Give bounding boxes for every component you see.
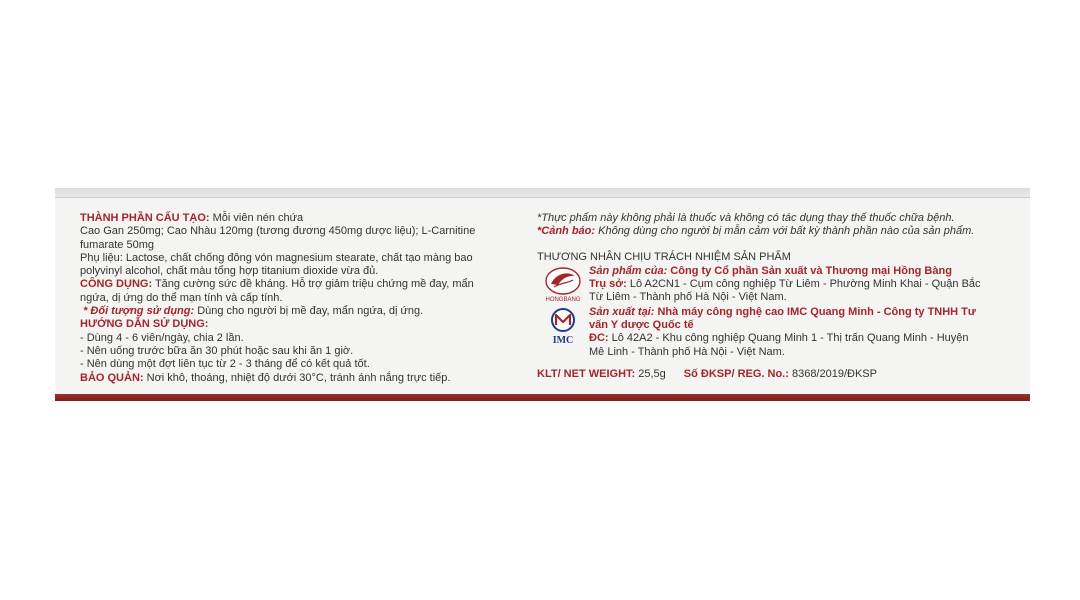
registration [684, 368, 877, 381]
directions-title: HƯỚNG DẪN SỬ DỤNG: [80, 318, 209, 331]
composition-intro: Mỗi viên nén chứa [209, 212, 304, 224]
product-owner-block [537, 265, 1012, 305]
storage-title: BẢO QUẢN: [80, 371, 144, 384]
uses-text-2: ngứa, dị ứng do thể mạn tính và cấp tính. [80, 291, 283, 304]
hq-label: Trụ sở: [589, 278, 627, 291]
hongbang-logo [537, 265, 589, 303]
net-weight-label: KLT/ NET WEIGHT: [537, 367, 636, 380]
direction-1: - Dùng 4 - 6 viên/ngày, chia 2 lần. [80, 331, 244, 344]
product-of-label: Sản phẩm của: [589, 264, 668, 277]
address-line [589, 332, 1012, 345]
direction-2: - Nên uống trước bữa ăn 30 phút hoặc sau khi ăn 1 giờ. [80, 344, 354, 357]
target-label: * Đối tượng sử dụng: [83, 305, 195, 318]
responsible-title: THƯƠNG NHÂN CHỊU TRÁCH NHIỆM SẢN PHẨM [537, 250, 791, 263]
left-column [80, 212, 510, 385]
made-at-text-2: vấn Y dược Quốc tế [589, 319, 694, 332]
composition-text-2: fumarate 50mg [80, 238, 154, 251]
composition-text-1: Cao Gan 250mg; Cao Nhàu 120mg (tương đương 450mg dược liệu); L-Carnitine [80, 225, 476, 238]
made-at-label: Sản xuất tại: [589, 305, 655, 318]
imc-logo [537, 306, 589, 346]
address-label: ĐC: [589, 332, 609, 345]
excipient-text-1: Phụ liệu: Lactose, chất chống đông vón magnesium stearate, chất tạo màng bao [80, 251, 473, 264]
uses-title: CÔNG DỤNG: [80, 278, 153, 291]
manufacturer-block [537, 306, 1012, 359]
weight-registration-line [537, 368, 1012, 381]
hq-line [589, 278, 1012, 291]
warning-line [537, 225, 1012, 238]
product-of-line [589, 265, 1012, 278]
made-at-text-1: Nhà máy công nghệ cao IMC Quang Minh - Công ty TNHH Tư [654, 305, 976, 318]
storage-text: Nơi khô, thoáng, nhiệt độ dưới 30°C, tránh ánh nắng trực tiếp. [143, 371, 451, 384]
net-weight-value: 25,5g [635, 367, 666, 380]
hq-text-2: Từ Liêm - Thành phố Hà Nội - Việt Nam. [589, 291, 787, 304]
composition-line [80, 212, 510, 225]
target-text: Dùng cho người bị mề đay, mẩn ngứa, dị ứng. [194, 305, 424, 318]
registration-value: 8368/2019/ĐKSP [788, 367, 877, 380]
hq-text-1: Lô A2CN1 - Cụm công nghiệp Từ Liêm - Phường Minh Khai - Quận Bắc [626, 278, 981, 291]
made-at-line [589, 306, 1012, 319]
excipient-text-2: polyvinyl alcohol, chất màu tổng hợp titanium dioxide vừa đủ. [80, 265, 379, 278]
disclaimer: *Thực phẩm này không phải là thuốc và không có tác dụng thay thế thuốc chữa bệnh. [537, 212, 955, 224]
right-column [537, 212, 1012, 381]
composition-title: THÀNH PHẦN CẤU TẠO: [80, 212, 210, 224]
box-bottom-edge [55, 394, 1030, 401]
direction-3: - Nên dùng một đợt liên tục từ 2 - 3 tháng để có kết quả tốt. [80, 358, 370, 371]
net-weight [537, 368, 666, 381]
storage-line [80, 372, 510, 385]
registration-label: Số ĐKSP/ REG. No.: [683, 367, 789, 380]
warning-label: *Cảnh báo: [537, 225, 596, 238]
target-line [80, 305, 510, 318]
svg-text:IMC: IMC [552, 334, 574, 346]
warning-text: Không dùng cho người bị mẫn cảm với bất kỳ thành phần nào của sản phẩm. [595, 225, 975, 238]
product-of-text: Công ty Cổ phần Sản xuất và Thương mại Hồng Bàng [667, 264, 952, 277]
uses-text-1: Tăng cường sức đề kháng. Hỗ trợ giảm triệu chứng mề đay, mẩn [152, 278, 474, 291]
address-text-1: Lô 42A2 - Khu công nghiệp Quang Minh 1 - Thị trấn Quang Minh - Huyện [608, 332, 969, 345]
svg-text:HONGBANG: HONGBANG [545, 296, 581, 303]
address-text-2: Mê Linh - Thành phố Hà Nội - Việt Nam. [589, 345, 785, 358]
uses-line [80, 278, 510, 291]
